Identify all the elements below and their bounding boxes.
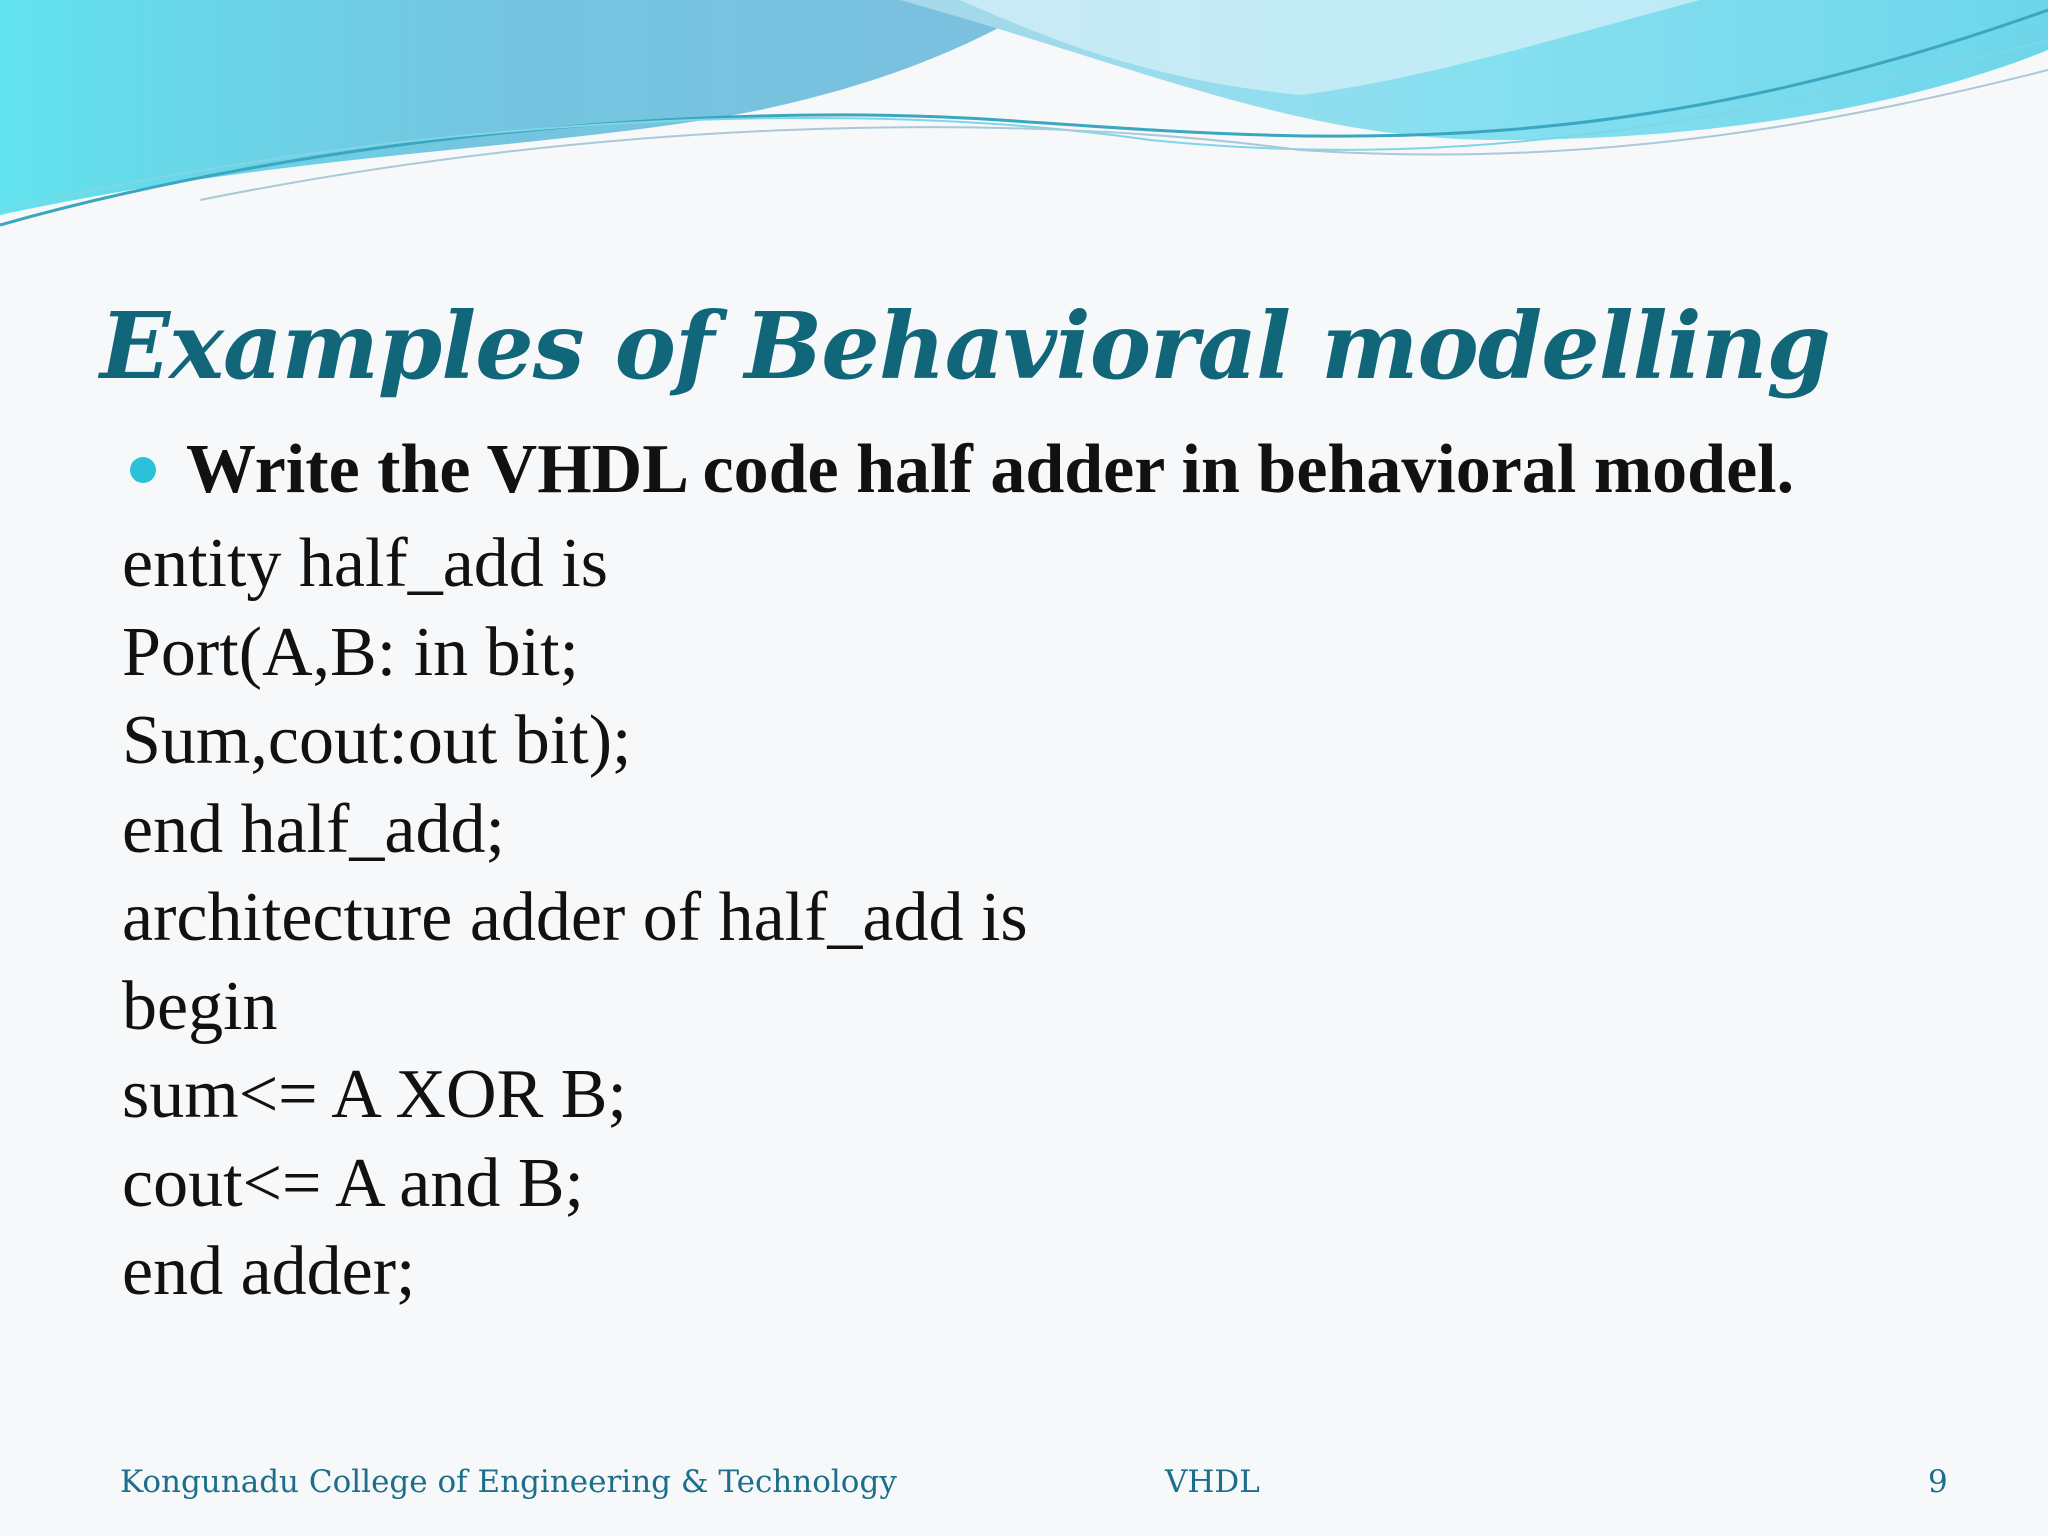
bullet-item <box>130 430 1794 510</box>
slide-title: Examples of Behavioral modelling <box>100 292 1830 400</box>
vhdl-code-block <box>122 520 1028 1317</box>
footer-subject: VHDL <box>1165 1464 1260 1500</box>
code-line: sum<= A XOR B; <box>122 1056 627 1133</box>
code-line: Sum,cout:out bit); <box>122 702 632 779</box>
bullet-dot-icon <box>130 457 156 483</box>
footer-page-number: 9 <box>1928 1464 1948 1500</box>
footer-institution: Kongunadu College of Engineering & Technology <box>120 1464 897 1500</box>
code-line: end adder; <box>122 1233 416 1310</box>
code-line: Port(A,B: in bit; <box>122 613 579 691</box>
bullet-text: Write the VHDL code half adder in behavioral model. <box>186 431 1795 508</box>
code-line: begin <box>122 967 278 1045</box>
code-line: end half_add; <box>122 790 505 868</box>
wave-header-decoration <box>0 0 2048 240</box>
code-line: entity half_add is <box>122 525 609 602</box>
code-line: cout<= A and B; <box>122 1144 585 1222</box>
code-line: architecture adder of half_add is <box>122 879 1028 956</box>
